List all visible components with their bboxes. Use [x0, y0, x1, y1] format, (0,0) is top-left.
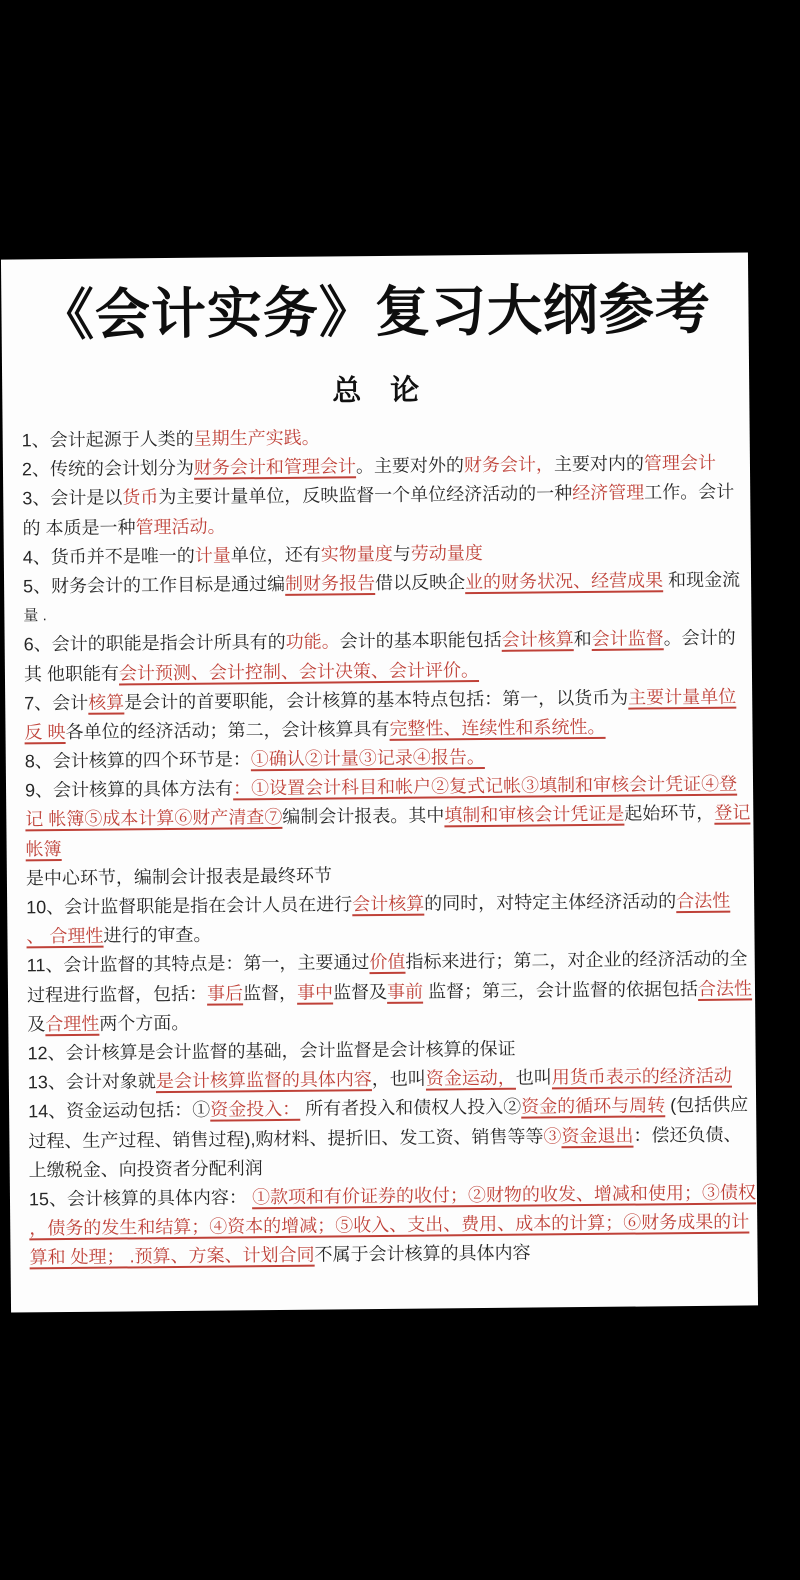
text-segment: 借以反映企	[375, 572, 466, 593]
text-segment: 会计核算	[501, 629, 574, 651]
text-segment: 为主要计量单位，反映监督一个单位经济活动的一种	[158, 483, 573, 508]
text-segment: 会计预测、会计控制、会计决策、会计评价。	[118, 659, 480, 683]
text-segment: ①款项和有价证券的收付；②财物的收发、增减和使用；③债权	[251, 1182, 757, 1208]
text-segment: 资金运动，	[425, 1067, 516, 1089]
text-segment: 的同时，对特定主体经济活动的	[424, 891, 677, 914]
text-segment: 合法性	[697, 977, 753, 999]
text-segment: 与	[392, 543, 411, 564]
text-segment: 会计核算	[352, 893, 425, 915]
text-segment: 编制会计报表。其中	[282, 805, 445, 828]
text-segment: 劳动量度	[410, 542, 483, 564]
text-segment: 13、会计对象就	[27, 1071, 156, 1093]
text-segment: 14、资金运动包括：①	[28, 1099, 211, 1122]
text-segment: 货币	[122, 487, 159, 508]
text-segment: 及	[27, 1013, 46, 1035]
text-segment: 监督，	[242, 982, 298, 1003]
text-segment: 合法性	[676, 890, 731, 912]
text-segment: 7、会计	[24, 692, 89, 714]
text-segment: 合理性	[45, 1013, 100, 1034]
text-segment: 也叫	[515, 1067, 552, 1088]
text-segment: 管理活动。	[135, 516, 226, 537]
text-segment: 登记	[714, 802, 751, 824]
text-segment: ：①设置会计科目和帐户②复式记帐③填制和审核会计凭证④登	[232, 773, 738, 799]
text-segment: 9、会计核算的具体方法有	[24, 778, 234, 801]
text-segment: 监督及	[332, 981, 388, 1003]
text-segment: 所有者投入和债权人投入②	[300, 1096, 522, 1120]
text-segment: 过程进行监督，包括：	[26, 983, 208, 1005]
text-segment: ③	[543, 1125, 562, 1146]
text-segment: 财务会计和管理会计	[193, 456, 357, 478]
text-segment: 资金的循环与周转	[521, 1095, 666, 1117]
text-segment: 财务会计，	[463, 454, 555, 476]
text-segment: 监督；第三，会计监督的依据包括	[422, 978, 699, 1002]
text-segment: 主要对内的	[553, 453, 645, 475]
text-segment: 反 映	[24, 721, 66, 743]
text-segment: 是会计的首要职能，会计核算的基本特点包括：第一，以货币为	[124, 687, 629, 713]
text-segment: 两个方面。	[99, 1012, 190, 1034]
text-segment: 价值	[369, 952, 406, 973]
text-segment: 和	[573, 629, 592, 650]
text-segment: (包括供应	[665, 1094, 749, 1116]
text-segment: ①确认②计量③记录④报告。	[250, 747, 485, 770]
text-segment: ，也叫	[371, 1068, 426, 1090]
text-segment: 15、会计核算的具体内容：	[28, 1187, 253, 1210]
text-segment: 单位，还有	[230, 544, 321, 566]
text-segment: 5、财务会计的工作目标是通过编	[23, 573, 286, 597]
section-heading: 总 论	[332, 374, 420, 408]
text-segment: 起始环节，	[624, 803, 715, 825]
text-segment: 呈期生产实践。	[193, 427, 320, 449]
text-segment: 指标来进行；第二，对企业的经济活动的全	[405, 948, 748, 973]
text-segment: ：偿还负债、	[633, 1124, 742, 1146]
text-segment: 工作。会计	[644, 481, 735, 503]
text-segment: 管理会计	[643, 452, 717, 474]
text-segment: 是中心环节，编制会计报表是最终环节	[25, 865, 332, 889]
text-segment: 制财务报告	[285, 572, 376, 594]
text-segment: 完整性、连续性和系统性。	[389, 716, 606, 739]
text-segment: 会计监督	[591, 628, 664, 650]
text-segment: 量 .	[23, 607, 47, 625]
text-segment: 3、会计是以	[22, 487, 123, 509]
text-segment: 功能。	[285, 631, 340, 653]
text-segment: 10、会计监督职能是指在会计人员在进行	[26, 894, 353, 918]
text-segment: 事中	[296, 982, 334, 1003]
text-segment: 资金退出	[561, 1125, 634, 1146]
text-segment: ，债务的发生和结算；④资本的增减；⑤收入、支出、费用、成本的计算；⑥财务成果的计	[29, 1211, 750, 1239]
text-segment: 的 本质是一种	[22, 516, 136, 538]
text-segment: 、 合理性	[26, 925, 104, 947]
text-segment: 会计的基本职能包括	[339, 630, 502, 652]
text-segment: 计量	[194, 545, 231, 566]
text-segment: 资金投入：	[210, 1099, 301, 1120]
document-page	[1, 252, 758, 1312]
text-segment: 11、会计监督的其特点是：第一，主要通过	[26, 952, 370, 976]
text-segment: 是会计核算监督的具体内容	[155, 1069, 372, 1092]
text-segment: 算和 处理； .预算、方案、计划合同	[29, 1244, 315, 1268]
text-segment: 。主要对外的	[355, 455, 465, 477]
text-segment: 1、会计起源于人类的	[21, 428, 194, 451]
text-segment: 核算	[88, 692, 125, 713]
text-segment: 各单位的经济活动；第二，会计核算具有	[65, 718, 390, 742]
text-segment: 事后	[206, 982, 244, 1004]
text-line	[29, 1237, 751, 1273]
text-segment: 上缴税金、向投资者分配利润	[28, 1157, 263, 1181]
text-segment: 实物量度	[320, 543, 393, 565]
text-segment: 其 他职能有	[23, 662, 120, 684]
text-segment: 不属于会计核算的具体内容	[314, 1242, 531, 1265]
text-segment: 过程、生产过程、销售过程),购材料、提折旧、发工资、销售等等	[28, 1125, 544, 1151]
text-segment: 2、传统的会计划分为	[21, 457, 195, 480]
text-segment: 填制和审核会计凭证是	[444, 804, 625, 826]
text-segment: 帐簿	[25, 838, 62, 860]
text-segment: 。会计的	[663, 627, 736, 649]
text-segment: 用货币表示的经济活动	[551, 1065, 732, 1088]
document-body	[3, 419, 758, 1273]
text-segment: 和现金流	[662, 569, 741, 591]
text-segment: 8、会计核算的四个环节是：	[24, 749, 251, 772]
text-segment: 业的财务状况、经营成果	[464, 570, 664, 593]
document-title: 《会计实务》复习大纲参考	[38, 277, 712, 347]
text-segment: 4、货币并不是唯一的	[22, 545, 195, 568]
text-segment: 经济管理	[572, 482, 645, 504]
text-segment: 记 帐簿⑤成本计算⑥财产清查⑦	[25, 807, 283, 830]
text-segment: 事前	[386, 981, 424, 1002]
text-segment: 12、会计核算是会计监督的基础，会计监督是会计核算的保证	[27, 1038, 516, 1064]
text-segment: 主要计量单位	[628, 686, 737, 708]
text-segment: 6、会计的职能是指会计所具有的	[23, 632, 286, 655]
text-segment: 进行的审查。	[103, 924, 212, 946]
